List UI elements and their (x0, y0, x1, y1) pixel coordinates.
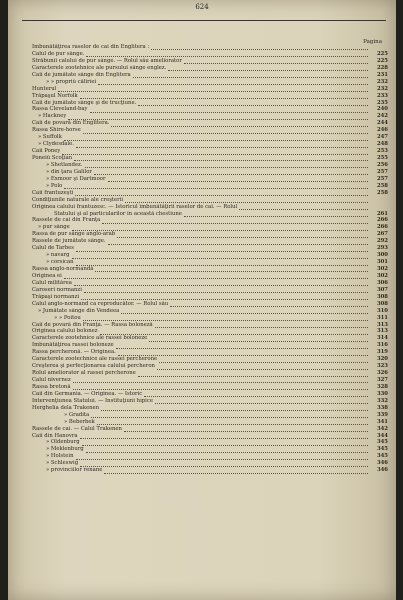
toc-entry-page: 313 (376, 321, 388, 328)
toc-entry-title: » Holstein (46, 453, 74, 460)
toc-entry-title: Calul de pur sânge. (32, 50, 85, 57)
toc-entry (32, 294, 388, 301)
toc-entry-title: Condiţiunile naturale ale creşterii (32, 196, 124, 203)
toc-entry-page: 266 (376, 224, 388, 231)
toc-entry-page: 247 (376, 134, 388, 141)
toc-entry-page: 240 (376, 106, 388, 113)
toc-entry (32, 280, 388, 287)
toc-entry-title: Caracterele zootehnice ale rassei boloneze (32, 335, 148, 342)
page-number: 624 (195, 3, 209, 11)
toc-entry (32, 134, 388, 141)
toc-entry-page: 307 (376, 286, 388, 293)
toc-entry-page: 313 (376, 328, 388, 335)
toc-entry-page: 346 (376, 467, 388, 474)
toc-entry-page: 332 (376, 397, 388, 404)
toc-entry-title: » Oldenburg (46, 439, 80, 446)
toc-entry (32, 266, 388, 273)
toc-entry-title: » Shetlandez. (46, 161, 83, 168)
toc-entry-page: 257 (376, 168, 388, 175)
toc-entry-page: 225 (376, 57, 388, 64)
toc-entry-title: Caii de povară din Franţa. — Rassa boloneză (32, 321, 153, 328)
toc-entry-page: 339 (376, 411, 388, 418)
toc-entry (32, 439, 388, 446)
toc-entry-page: 255 (376, 155, 388, 161)
toc-entry (32, 204, 388, 211)
toc-entry-page: 320 (376, 356, 388, 363)
toc-entry (32, 315, 388, 322)
toc-entry-page: 261 (376, 210, 388, 217)
toc-entry (32, 349, 388, 356)
toc-entry-page: 306 (376, 279, 388, 286)
toc-entry (32, 51, 388, 58)
toc-entry-page: 302 (376, 266, 388, 272)
toc-entry-title: » corsican (46, 259, 74, 266)
toc-entry-page: 327 (376, 377, 388, 383)
toc-entry-page: 308 (376, 300, 388, 307)
toc-entry (32, 44, 388, 51)
toc-entry (32, 120, 388, 127)
toc-entry-title: Hunterul (32, 85, 57, 92)
toc-entry-page: 323 (376, 363, 388, 370)
toc-entry-page: 228 (376, 64, 388, 71)
toc-entry-title: Creşterea şi perfecţionarea calului percheron (32, 363, 155, 370)
toc-entry (32, 377, 388, 384)
toc-entry-title: Originea calului frantuzesc. — Istoricul îmbunătăţirii raselor de cai. — Rolul (32, 203, 238, 210)
toc-entry-page: 330 (376, 390, 388, 397)
toc-entry-title: » Hackney (38, 113, 67, 120)
toc-entry (32, 141, 388, 148)
toc-entry-title: » pur sânge (38, 224, 70, 231)
toc-entry (32, 79, 388, 86)
toc-entry (32, 231, 388, 238)
toc-entry-page: 253 (376, 148, 388, 155)
toc-entry (32, 384, 388, 391)
toc-entry-title: Străbunii calului de pur sânge. — Rolul său ameliorator (32, 57, 182, 64)
toc-entry-title: Rassa Cleveland-bay (32, 106, 88, 113)
toc-entry (32, 273, 388, 280)
toc-entry (32, 224, 388, 231)
toc-entry-page: 244 (376, 120, 388, 127)
toc-entry (32, 86, 388, 93)
toc-entry-page: 345 (376, 453, 388, 460)
toc-entry-title: » Exmoor şi Dartmoor (46, 175, 106, 182)
toc-entry (32, 259, 388, 266)
toc-entry-page: 338 (376, 404, 388, 411)
toc-entry-title: Herghelia dela Trakenen (32, 404, 100, 411)
toc-entry-page: 292 (376, 238, 388, 245)
toc-entry-page: 246 (376, 127, 388, 134)
toc-entry-title: » Beberbek (64, 418, 95, 425)
toc-entry-page: 225 (376, 50, 388, 57)
toc-entry-page: 345 (376, 446, 388, 453)
toc-entry-title: Calul de Tarbes (32, 245, 74, 252)
toc-entry (32, 356, 388, 363)
toc-entry-page: 266 (376, 217, 388, 224)
toc-entry-page: 345 (376, 439, 388, 446)
toc-entry-title: Caii frantuzeşti (32, 189, 74, 196)
toc-entry (32, 197, 388, 204)
toc-entry-title: Statului şi al particularilor în această chestiune (54, 210, 182, 217)
toc-entry-title: Calul nivernez (32, 377, 71, 383)
toc-entry-title: Rassele de cai din Franţa (32, 217, 101, 224)
toc-entry-title: Calul militărea (32, 279, 72, 286)
toc-entry-page: 311 (376, 314, 388, 321)
table-of-contents (32, 44, 388, 474)
toc-entry-title: » Suffolk (38, 134, 62, 141)
dot-leader (104, 472, 368, 474)
toc-entry (32, 467, 388, 474)
toc-entry-title: Rassa percheronă. — Originea. (32, 349, 116, 356)
toc-entry (32, 370, 388, 377)
toc-entry (32, 217, 388, 224)
toc-entry-page: 232 (376, 78, 388, 85)
toc-entry (32, 65, 388, 72)
toc-entry-title: Originea ei (32, 272, 62, 279)
toc-entry (32, 287, 388, 294)
toc-entry (32, 412, 388, 419)
toc-entry-title: Trăpaşul Norfolk (32, 92, 78, 99)
toc-entry-page: 232 (376, 85, 388, 92)
toc-entry-title: » navarg (46, 252, 70, 259)
toc-entry-title: Intervenţiunea Statului. — Instituţiuni hipice (32, 397, 153, 404)
toc-entry-title: Rassa de pur sânge anglo-arab (32, 231, 116, 238)
toc-entry-page: 256 (376, 161, 388, 168)
toc-entry (32, 72, 388, 79)
toc-entry-title: » din ţara Galilor (46, 168, 92, 175)
toc-entry-title: Poneiŭ Scoţian (32, 155, 73, 161)
toc-entry (32, 169, 388, 176)
toc-entry (32, 453, 388, 460)
toc-entry (32, 419, 388, 426)
toc-entry-title: Caracterele zootechnice ale rassei percherone (32, 356, 158, 363)
toc-entry-page: 302 (376, 272, 388, 279)
toc-entry-title: Trăpaşi normanzi (32, 293, 80, 300)
page-column-header: Pagina (363, 39, 382, 45)
toc-entry (32, 405, 388, 412)
toc-entry-title: Rolul ameliorator al rassei percherone (32, 370, 136, 377)
toc-entry-page: 316 (376, 342, 388, 349)
toc-entry-title: Caii de povară din Englitera. (32, 120, 110, 127)
toc-entry-title: Originea calului bolonez (32, 328, 98, 335)
toc-entry-page: 231 (376, 71, 388, 78)
toc-entry-title: » Meklenburg (46, 446, 84, 453)
toc-entry-page: 344 (376, 432, 388, 439)
toc-entry-title: Caii din Hanovra (32, 432, 78, 439)
toc-entry-page: 267 (376, 231, 388, 238)
toc-entry (32, 162, 388, 169)
toc-entry-title: » » propriŭ căliriei (46, 78, 97, 85)
toc-entry (32, 155, 388, 162)
toc-entry (32, 342, 388, 349)
toc-entry-title: Rassele de jumătate sânge. (32, 238, 106, 245)
toc-entry-title: Caii de jumătate sânge şi de trucţiune. (32, 99, 137, 106)
toc-entry-page: 346 (376, 460, 388, 467)
toc-entry-title: Rassele de cai. — Calul Trakenen (32, 425, 122, 432)
toc-entry-page: 326 (376, 370, 388, 377)
toc-entry-title: Caii din Germania. — Originea. — Istoric (32, 390, 143, 397)
toc-entry-page: 248 (376, 141, 388, 148)
book-page (8, 0, 396, 600)
toc-entry-page: 301 (376, 259, 388, 266)
toc-entry-title: » Polo (46, 182, 63, 189)
toc-entry-page: 341 (376, 418, 388, 425)
toc-entry (32, 190, 388, 197)
toc-entry-page: 300 (376, 252, 388, 259)
toc-entry (32, 183, 388, 190)
toc-entry (32, 100, 388, 107)
toc-entry (32, 106, 388, 113)
toc-entry-title: Rassa Shire-horse (32, 127, 81, 134)
toc-entry-page: 258 (376, 189, 388, 196)
toc-entry-title: » Schleswig (46, 460, 79, 467)
toc-entry (32, 58, 388, 65)
toc-entry-page: 257 (376, 175, 388, 182)
toc-entry-title: » Clydesdale. (38, 141, 74, 148)
toc-entry (32, 433, 388, 440)
toc-entry (32, 245, 388, 252)
toc-entry (32, 308, 388, 315)
toc-entry (32, 335, 388, 342)
toc-entry-page: 342 (376, 425, 388, 432)
toc-entry (32, 148, 388, 155)
toc-entry-title: » provinciilor renane (46, 467, 103, 474)
toc-entry (32, 211, 388, 218)
toc-entry-page: 235 (376, 99, 388, 106)
toc-entry (32, 252, 388, 259)
toc-entry-page: 314 (376, 335, 388, 342)
toc-entry (32, 398, 388, 405)
toc-entry-title: Imbunătăţirea raselor de cai din Englitera : (32, 44, 150, 50)
toc-entry-page: 233 (376, 92, 388, 99)
toc-entry (32, 176, 388, 183)
toc-entry-title: Caii Poney (32, 148, 61, 155)
toc-entry (32, 322, 388, 329)
toc-entry-page: 310 (376, 307, 388, 314)
toc-entry (32, 127, 388, 134)
toc-entry (32, 426, 388, 433)
toc-entry-page: 328 (376, 383, 388, 390)
header-rule (22, 20, 386, 21)
toc-entry-title: » Gradita (64, 411, 90, 418)
toc-entry-title: Caracterele zootehnice ale pursului sânge englez. (32, 64, 167, 71)
toc-entry-page: 258 (376, 182, 388, 189)
toc-entry (32, 238, 388, 245)
toc-entry-page: 293 (376, 245, 388, 252)
toc-entry-title: Caii de jumătate sânge din Englitera (32, 71, 131, 78)
toc-entry-title: » » Poitou (54, 314, 81, 321)
toc-entry (32, 446, 388, 453)
toc-entry-title: » Jumătate sânge din Vendeea (38, 307, 120, 314)
toc-entry (32, 93, 388, 100)
toc-entry (32, 460, 388, 467)
toc-entry-page: 308 (376, 293, 388, 300)
toc-entry (32, 363, 388, 370)
toc-entry-title: Caroseri normanzi (32, 286, 82, 293)
toc-entry-page: 242 (376, 113, 388, 120)
toc-entry (32, 113, 388, 120)
toc-entry-title: Rassa bretonă (32, 383, 71, 390)
toc-entry (32, 301, 388, 308)
toc-entry-title: Rassa anglo-normandă (32, 266, 94, 272)
toc-entry-title: Îmbunătăţirea rassei boloneze (32, 342, 114, 349)
toc-entry (32, 391, 388, 398)
toc-entry-page: 319 (376, 349, 388, 356)
toc-entry (32, 328, 388, 335)
toc-entry-title: Calul anglo-normand ca reproducător. — Rolul său (32, 300, 169, 307)
